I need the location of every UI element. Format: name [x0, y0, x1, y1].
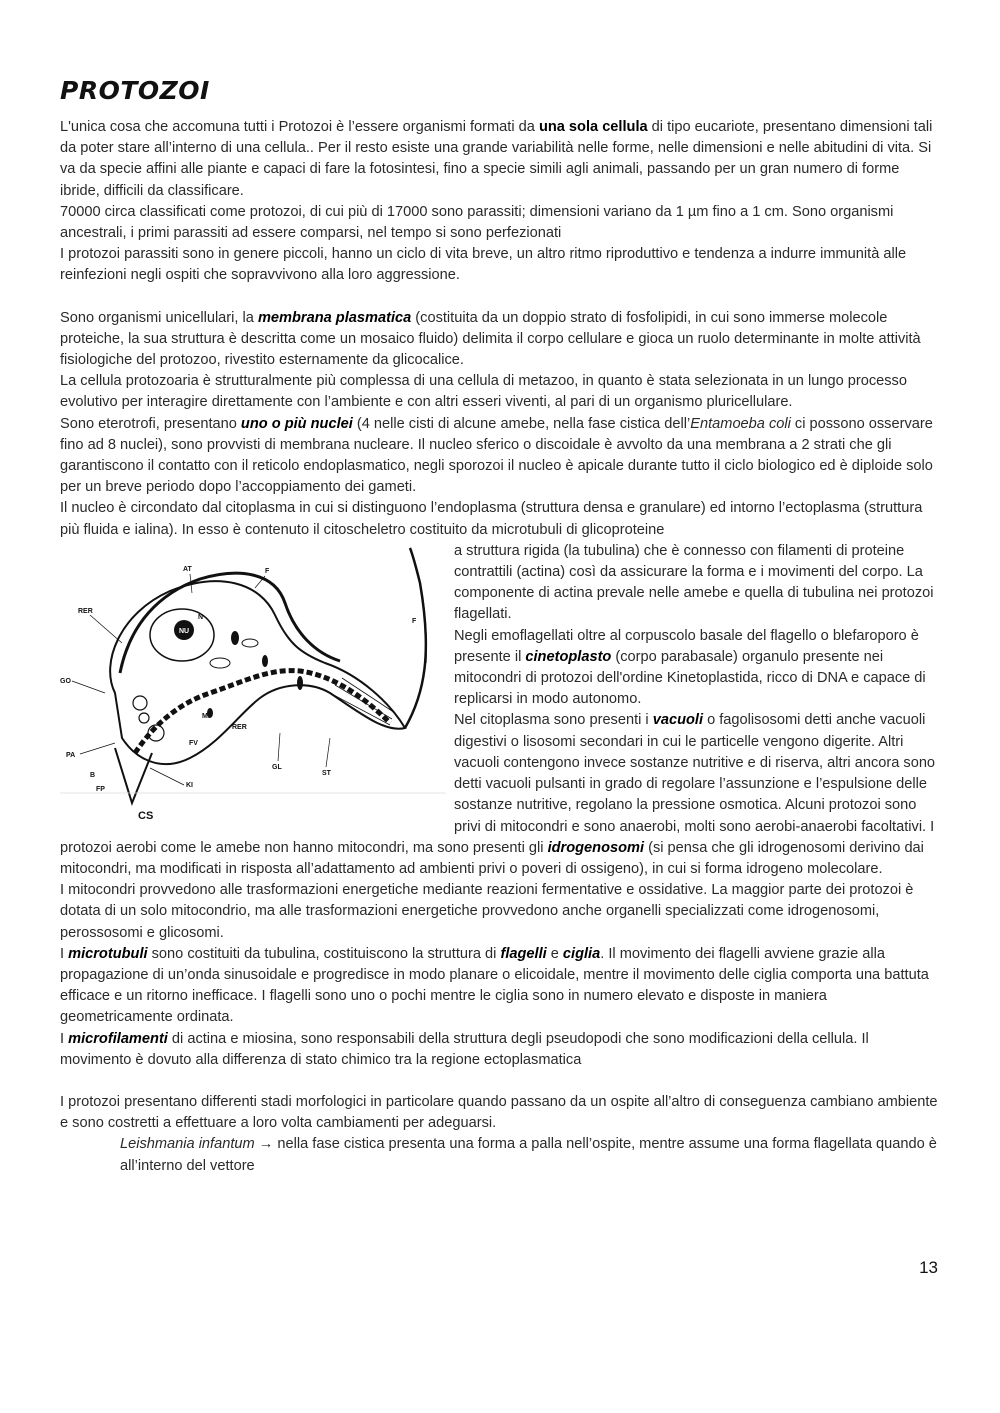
cell-diagram — [60, 543, 446, 833]
bold-italic-term: cinetoplasto — [525, 648, 612, 665]
label-ki: KI — [186, 781, 193, 789]
label-st: ST — [322, 769, 331, 777]
text-run: Nel citoplasma sono presenti i — [454, 712, 653, 729]
bold-italic-term: flagelli — [500, 945, 547, 962]
label-nu: NU — [179, 627, 190, 635]
text-run: o fagolisosomi detti anche vacuoli digestivi o lisosomi secondari in cui le particelle vengono digerite. Altri vacuoli contengono invece sostanze nutritive e di riserva, altri ancora sono detti vacuoli pulsanti in grado di regolare l’assunzione e l’espulsione delle sostanze nutritive, regolano la pressione osmotica. Alcuni protozoi sono privi di mitocondri e sono anaerobi, molti sono aerobi-anaerobi facoltativi. I protozoi aerobi come le amebe non hanno mitocondri, ma sono presenti gli — [60, 712, 936, 856]
text-run: ci possono osservare fino ad 8 nuclei), sono provvisti di membrana nucleare. Il nucleo sferico o discoidale è avvolto da una membrana a 2 strati che gli garantiscono il contatto con il reticolo endoplasmatico, negli sporozoi il nucleo è apicale durante tutto il ciclo biologico ed è diploide solo per un breve periodo dopo l’accoppiamento dei gameti. — [60, 415, 933, 496]
label-rer2: RER — [232, 723, 247, 731]
text-run: Negli emoflagellati oltre al corpuscolo basale del flagello o blefaroporo è presente il — [454, 627, 919, 665]
text-run: sono costituiti da tubulina, costituiscono la struttura di — [147, 945, 501, 962]
paragraph-microfilaments — [60, 1029, 940, 1071]
label-at: AT — [183, 565, 192, 573]
text-run: Sono eterotrofi, presentano — [60, 415, 241, 432]
bold-italic-term: vacuoli — [652, 712, 704, 729]
text-run: → nella fase cistica presenta una forma a palla nell’ospite, mentre assume una forma flagellata quando è all’interno del vettore — [120, 1136, 937, 1174]
text-run: . Il movimento dei flagelli avviene grazie alla propagazione di un’onda sinusoidale e progredisce in modo planare o elicoidale, mentre il movimento delle ciglia comporta una battuta efficace e un ritorno inefficace. I flagelli sono uno o pochi mentre le ciglia sono in numero elevato e disposte in maniera geometricamente ordinata. — [60, 945, 929, 1026]
label-fv: FV — [189, 739, 198, 747]
page-number: 13 — [919, 1258, 938, 1277]
paragraph-nuclei — [60, 414, 940, 499]
species-name: Entamoeba coli — [690, 415, 791, 432]
bold-term: una sola cellula — [538, 119, 648, 135]
text-run: I — [60, 945, 69, 962]
paragraph-parasites: I protozoi parassiti sono in genere piccoli, hanno un ciclo di vita breve, un altro ritmo riproduttivo e tendenza a indurre immunità alle reinfezioni negli ospiti che sopravvivono alla loro aggressione. — [60, 246, 907, 284]
text-run: (si pensa che gli idrogenosomi derivino dai mitocondri, ma modificati in risposta all’adattamento ad ambienti privi o poveri di ossigeno), in cui si forma idrogeno molecolare. — [60, 839, 924, 877]
label-f1: F — [265, 567, 270, 575]
paragraph-mitochondria: I mitocondri provvedono alle trasformazioni energetiche mediante reazioni fermentative e ossidative. La maggior parte dei protozoi è dotata di un solo mitocondrio, ma alle trasformazioni energetiche provvedono anche organelli specializzati come idrogenosomi, perossosomi e glicosomi. — [60, 882, 914, 941]
page-title: PROTOZOI — [60, 76, 210, 105]
text-run: di tipo eucariote, presentano dimensioni tali da poter stare all’interno di una cellula.. Per il resto esiste una grande variabilità nelle forme, nelle dimensioni e nelle abitudini di vita. Si va da specie affini alle piante e capaci di fare la fotosintesi, fino a specie simili agli animali, passando per un gran numero di forme ibride, difficili da classificare. — [60, 119, 933, 199]
document-page — [60, 76, 940, 1177]
bold-italic-term: idrogenosomi — [547, 839, 645, 856]
label-fp: FP — [96, 785, 105, 793]
bold-italic-term: ciglia — [562, 945, 601, 962]
paragraph-stages: I protozoi presentano differenti stadi morfologici in particolare quando passano da un ospite all’altro di conseguenza cambiano ambiente e sono costretti a effettuare a loro volta cambiamenti per adeguarsi. — [60, 1093, 938, 1132]
bold-italic-term: uno o più nuclei — [240, 415, 353, 432]
label-b: B — [90, 771, 96, 779]
label-pa: PA — [66, 751, 76, 759]
paragraph-membrane — [60, 308, 940, 372]
text-run: Sono organismi unicellulari, la — [60, 309, 258, 326]
paragraph-numbers: 70000 circa classificati come protozoi, di cui più di 17000 sono parassiti; dimensioni variano da 1 µm fino a 1 cm. Sono organismi ancestrali, i primi parassiti ad essere comparsi, nel tempo si sono perfezionati — [60, 203, 894, 242]
label-n: N — [198, 613, 204, 621]
text-run: L'unica cosa che accomuna tutti i Protozoi è l’essere organismi formati da — [60, 119, 539, 135]
bold-italic-term: membrana plasmatica — [257, 309, 412, 326]
text-run: (4 nelle cisti di alcune amebe, nella fase cistica dell’ — [352, 415, 691, 432]
text-run: I — [60, 1030, 69, 1047]
text-run: e — [546, 945, 563, 962]
paragraph-cytoplasm: Il nucleo è circondato dal citoplasma in cui si distinguono l’endoplasma (struttura densa e granulare) ed intorno l’ectoplasma (struttura più fluida e ialina). In esso è contenuto il citoscheletro costituito da microtubuli di glicoproteine — [60, 500, 923, 538]
label-gl: GL — [272, 763, 282, 771]
paragraph-microtubules — [60, 944, 940, 1029]
bold-italic-term: microfilamenti — [68, 1030, 168, 1047]
text-run: (corpo parabasale) organulo presente nei mitocondri di protozoi dell'ordine Kinetoplastida, ricco di DNA e capace di replicarsi in modo autonomo. — [454, 648, 926, 708]
trypanosome-figure — [60, 543, 446, 833]
bold-italic-term: microtubuli — [68, 945, 148, 962]
label-f2: F — [412, 617, 417, 625]
paragraph-leishmania — [60, 1134, 940, 1176]
label-cs: CS — [138, 809, 154, 822]
species-name: Leishmania infantum — [120, 1136, 255, 1153]
label-rer1: RER — [78, 607, 93, 615]
paragraph-intro — [60, 117, 940, 202]
text-run: di actina e miosina, sono responsabili della struttura degli pseudopodi che sono modificazioni della cellula. Il movimento è dovuto alla differenza di stato chimico tra la regione ectoplasmatica — [60, 1030, 869, 1068]
paragraph-complexity: La cellula protozoaria è strutturalmente più complessa di una cellula di metazoo, in quanto è stata selezionata in un lungo processo evolutivo per interagire direttamente con l’ambiente e con altri esseri viventi, al pari di un organismo pluricellulare. — [60, 373, 907, 411]
label-go: GO — [60, 677, 71, 685]
label-mi: MI — [202, 712, 210, 720]
text-run: (costituita da un doppio strato di fosfolipidi, in cui sono immerse molecole proteiche, la sua struttura è descritta come un mosaico fluido) delimita il corpo cellulare e gioca un ruolo determinante in molte attività fisiologiche del protozoo, rivestito esternamente da glicocalice. — [60, 309, 921, 369]
paragraph-cytoskeleton: a struttura rigida (la tubulina) che è connesso con filamenti di proteine contrattili (actina) così da assicurare la forma e i movimenti del corpo. La componente di actina prevale nelle amebe e quella di tubulina nei protozoi flagellati. — [454, 542, 934, 623]
